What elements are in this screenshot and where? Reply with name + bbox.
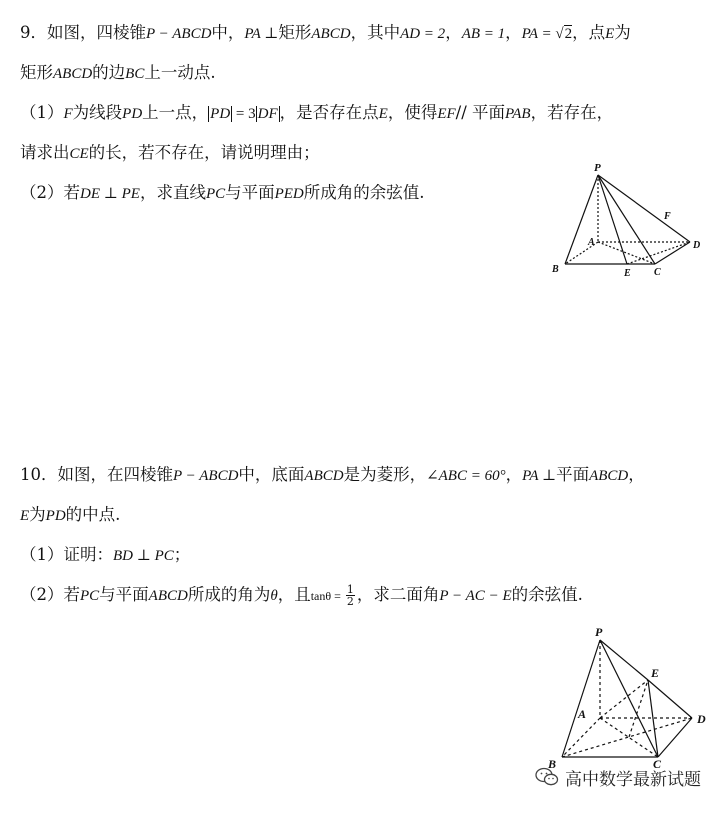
p10-label-D: D xyxy=(697,712,706,726)
p10-number: 10． xyxy=(20,465,58,484)
p9-label-C: C xyxy=(654,267,661,278)
p9-label-D: D xyxy=(693,240,701,251)
p10-part2: （2）若PC与平面ABCD所成的角为θ，且tanθ = $\frac{1}{2}$ ，求二面角P − AC − E的余弦值. xyxy=(20,583,583,608)
p9-label-F: F xyxy=(664,211,671,222)
p10-pyramid-figure xyxy=(540,618,715,768)
p10-line2: E为PD的中点. xyxy=(20,505,121,524)
p9-number: 9． xyxy=(20,23,47,42)
p9-line2: 矩形ABCD的边BC上一动点. xyxy=(20,63,216,82)
p9-part1: （1）F为线段PD上一点， PD = 3 DF ，是否存在点E，使得EF// 平面PAB，若存在， xyxy=(20,103,614,122)
p9-part2: （2）若DE ⊥ PE，求直线PC与平面PED所成角的余弦值. xyxy=(20,183,425,202)
p9-label-P: P xyxy=(594,162,601,174)
watermark-text: 高中数学最新试题 xyxy=(565,769,701,790)
wechat-watermark xyxy=(535,762,701,792)
p10-label-B: B xyxy=(548,757,557,768)
p9-line1: 9．如图，四棱锥P − ABCD中，PA ⊥矩形ABCD，其中AD = 2，AB = 1，PA = √2，点E为 xyxy=(20,23,631,42)
p10-label-C: C xyxy=(653,757,662,768)
p10-part1: （1）证明：BD ⊥ PC； xyxy=(20,545,191,564)
p10-label-A: A xyxy=(578,707,587,721)
p9-pyramid-figure xyxy=(540,160,710,285)
p10-line1: 10．如图，在四棱锥P − ABCD中，底面ABCD是为菱形，∠ABC = 60°，PA ⊥平面ABCD， xyxy=(20,465,645,484)
wechat-icon xyxy=(535,767,559,787)
p10-fraction: $\frac{1}{2}$ xyxy=(346,583,354,608)
p10-label-E: E xyxy=(651,666,660,680)
p10-label-P: P xyxy=(595,625,603,639)
p9-label-E: E xyxy=(624,268,631,279)
p9-label-B: B xyxy=(552,264,559,275)
p9-part1-cont: 请求出CE的长，若不存在，请说明理由； xyxy=(20,143,320,162)
p9-label-A: A xyxy=(588,237,595,248)
